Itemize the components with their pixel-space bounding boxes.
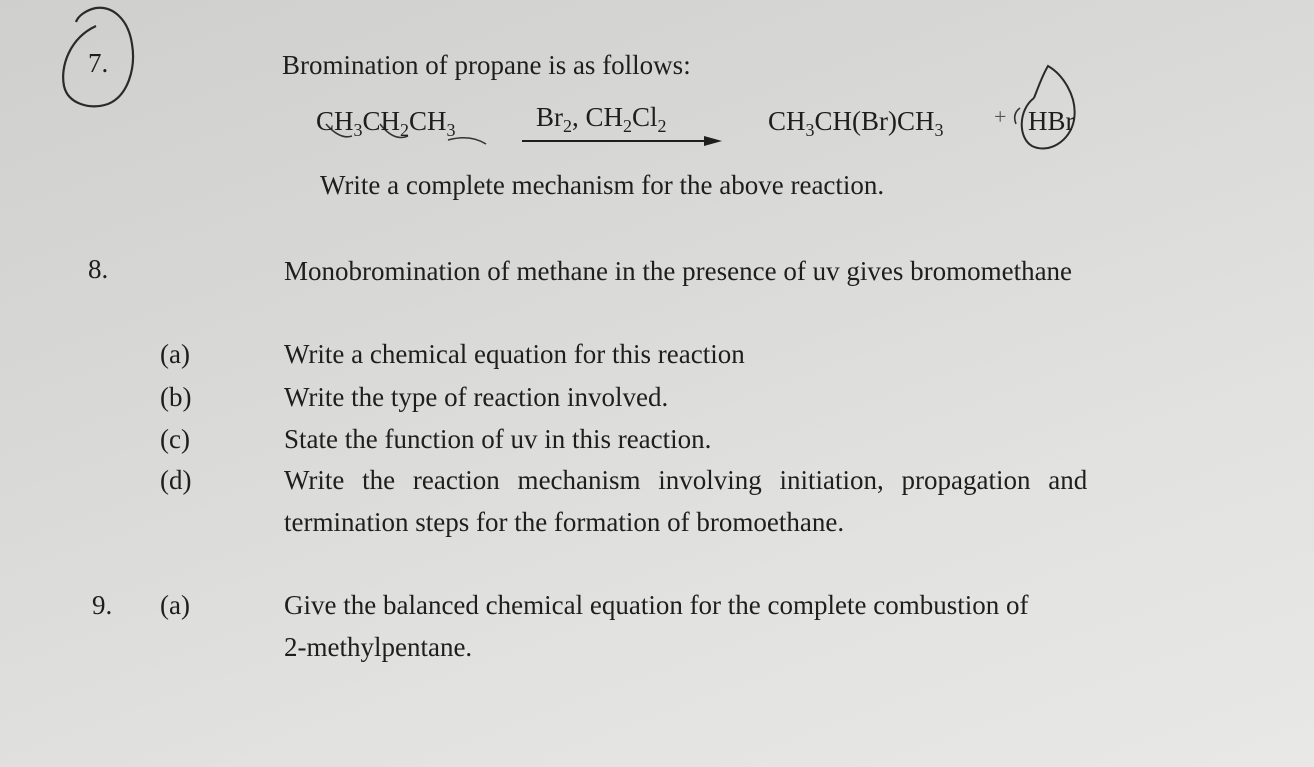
q8b-label: (b) xyxy=(160,382,192,412)
product-chbrch: CH(Br)CH xyxy=(814,106,935,136)
q8d-label: (d) xyxy=(160,465,192,495)
reactant-sub-3: 3 xyxy=(446,120,456,140)
reagent-sub-2: 2 xyxy=(623,116,633,136)
reagent-sub-1: 2 xyxy=(563,116,572,136)
q8d-text-line2: termination steps for the formation of bromoethane. xyxy=(284,507,845,537)
q7-number: 7. xyxy=(88,48,109,78)
q9-number: 9. xyxy=(92,590,113,620)
q7-byproduct: HBr xyxy=(1028,106,1075,136)
reactant-ch-3: CH xyxy=(409,106,447,136)
q7-plus: + xyxy=(994,104,1007,129)
reactant-ch-2: CH xyxy=(362,106,401,136)
reactant-sub-2: 2 xyxy=(400,120,410,140)
product-ch: CH xyxy=(768,106,806,136)
q7-reactant xyxy=(316,108,456,139)
q7-product xyxy=(768,108,944,139)
q8a-label: (a) xyxy=(160,339,190,369)
reagent-sep: , CH xyxy=(572,102,624,132)
reaction-arrow-head xyxy=(704,136,722,146)
q9-text: Give the balanced chemical equation for the complete combustion of xyxy=(284,590,1029,620)
bracket-mark xyxy=(1015,108,1020,124)
q8c-label: (c) xyxy=(160,424,190,454)
q8-text: Monobromination of methane in the presence of uv gives bromomethane xyxy=(284,256,1073,286)
product-sub-1: 3 xyxy=(805,120,815,140)
q8d-text: Write the reaction mechanism involving initiation, propagation and xyxy=(284,465,1088,495)
reactant-sub-1: 3 xyxy=(353,120,363,140)
reagent-sub-3: 2 xyxy=(657,116,667,136)
q8a-text: Write a chemical equation for this reaction xyxy=(284,339,745,369)
q8c-text: State the function of uv in this reaction. xyxy=(284,424,712,454)
product-sub-2: 3 xyxy=(934,120,944,140)
q9-text-line2: 2-methylpentane. xyxy=(284,632,473,662)
q9-label: (a) xyxy=(160,590,190,620)
q7-instruction: Write a complete mechanism for the above reaction. xyxy=(320,170,885,200)
q7-text: Bromination of propane is as follows: xyxy=(282,50,691,80)
reactant-ch-1: CH xyxy=(316,106,354,136)
q7-reagent xyxy=(536,104,667,135)
reagent-br: Br xyxy=(536,102,563,132)
q8b-text: Write the type of reaction involved. xyxy=(284,382,669,412)
reagent-cl: Cl xyxy=(632,102,658,132)
q8-number: 8. xyxy=(88,254,109,284)
